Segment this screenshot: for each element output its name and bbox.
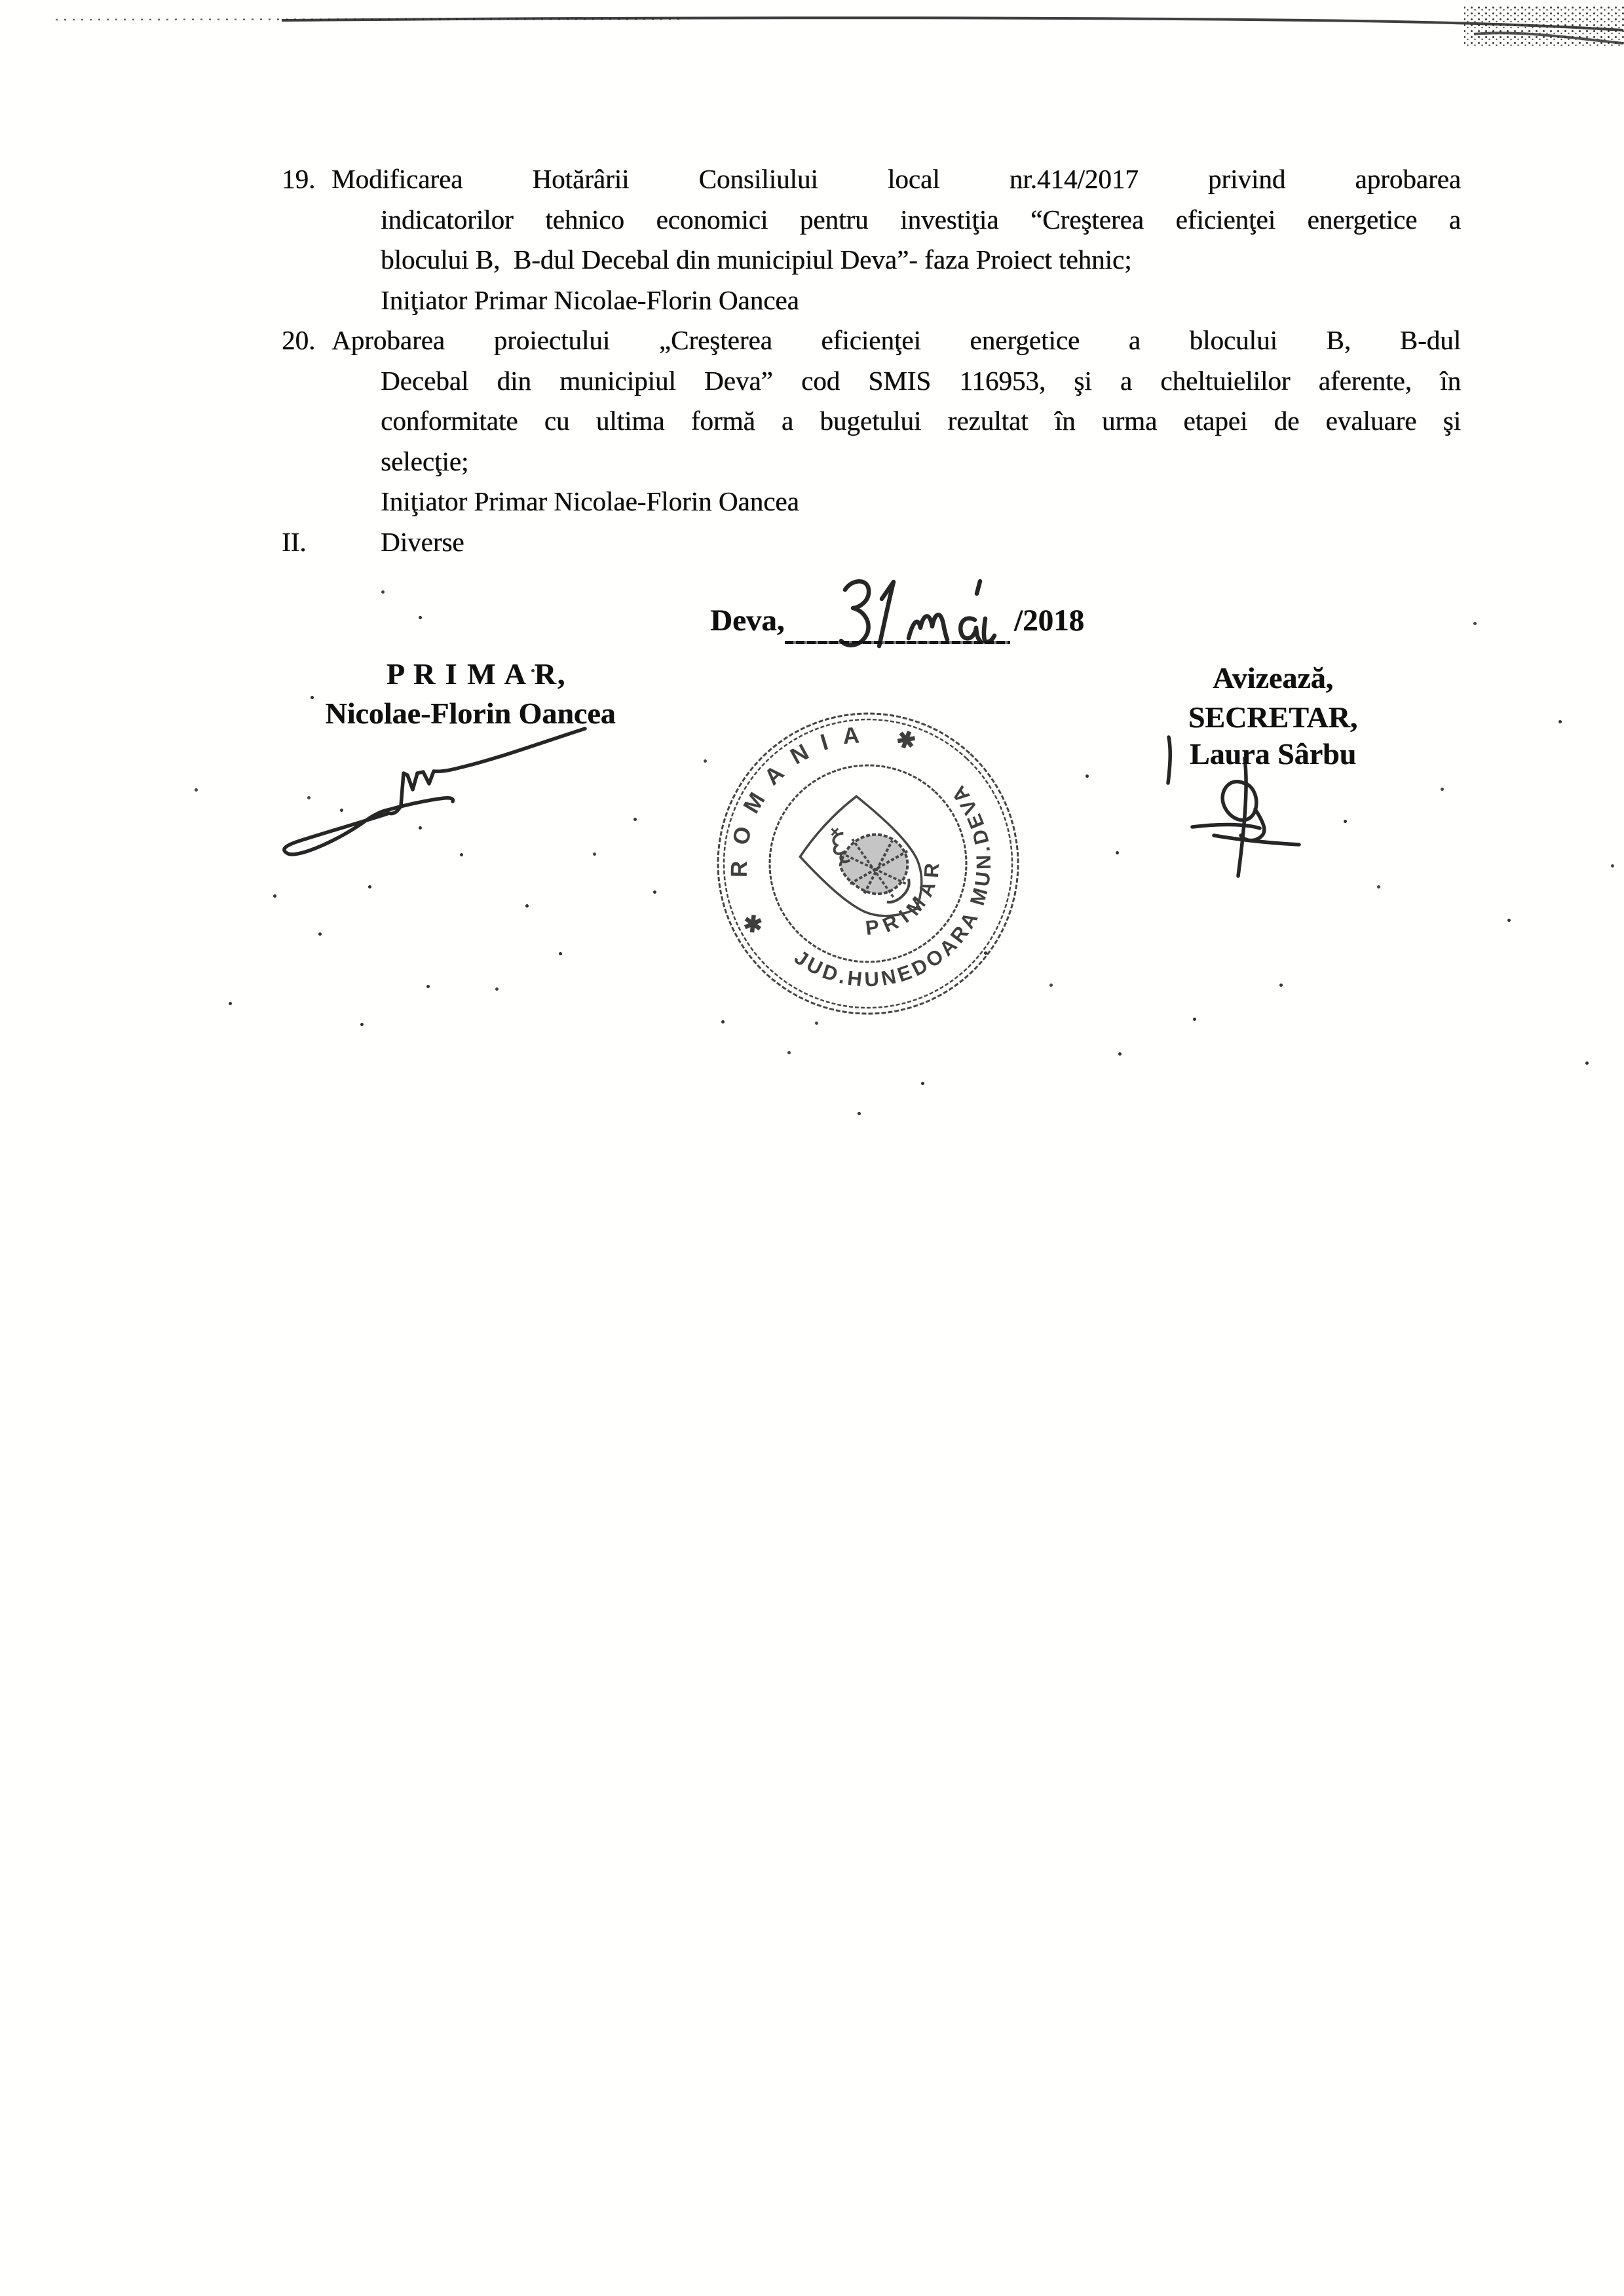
primar-name: Nicolae-Florin Oancea — [325, 697, 616, 730]
primar-signature — [275, 718, 596, 868]
scan-artifact-top-line — [0, 0, 1624, 59]
avizeaza-label: Avizează, — [1212, 661, 1334, 695]
section-ii-label: Diverse — [381, 526, 464, 557]
agenda-item-20-line-4: selecţie; — [381, 446, 469, 476]
scan-noise-specks — [0, 0, 2, 2]
agenda-item-20-line-1 — [282, 320, 1461, 361]
agenda-item-19-line-3: blocului B, B-dul Decebal din municipiul Deva”- faza Proiect tehnic; — [381, 244, 1132, 275]
item-19-text-1: Modificarea Hotărârii Consiliului local nr.414/2017 privind aprobarea — [331, 164, 1461, 194]
secretar-name: Laura Sârbu — [1189, 737, 1357, 771]
agenda-list — [282, 159, 1461, 562]
official-round-stamp — [714, 710, 1022, 1018]
section-ii-number: II. — [282, 526, 307, 557]
handwritten-date — [825, 570, 1002, 655]
stamp-country-text: ✱ ROMANIA ✱ — [726, 721, 934, 938]
stamp-county-city-text: JUD.HUNEDOARA MUN.DEVA — [790, 778, 996, 991]
primar-title: P R I M A R, — [386, 657, 567, 691]
item-20-text-1: Aprobarea proiectului „Creşterea eficienţei energetice a blocului B, B-dul — [331, 325, 1461, 355]
stamp-office-text: PRIMAR — [864, 856, 944, 940]
agenda-item-20-line-3: conformitate cu ultima formă a bugetului rezultat în urma etapei de evaluare şi — [381, 406, 1461, 436]
section-ii-row — [282, 522, 1461, 563]
item-19-number: 19. — [282, 164, 316, 194]
dateline-year-label: /2018 — [1014, 603, 1085, 638]
item-20-number: 20. — [282, 325, 316, 355]
agenda-item-19-line-2: indicatorilor tehnico economici pentru investiţia “Creşterea eficienţei energetice a — [381, 204, 1461, 235]
agenda-item-19-line-1 — [282, 159, 1461, 200]
secretar-title: SECRETAR, — [1188, 700, 1358, 734]
dateline-city-label: Deva, — [710, 603, 785, 638]
secretar-signature — [1160, 731, 1317, 888]
agenda-item-19-initiator: Iniţiator Primar Nicolae-Florin Oancea — [381, 284, 799, 315]
agenda-item-20-initiator: Iniţiator Primar Nicolae-Florin Oancea — [381, 486, 799, 516]
agenda-item-20-line-2: Decebal din municipiul Deva” cod SMIS 116953, şi a cheltuielilor aferente, în — [381, 365, 1461, 396]
